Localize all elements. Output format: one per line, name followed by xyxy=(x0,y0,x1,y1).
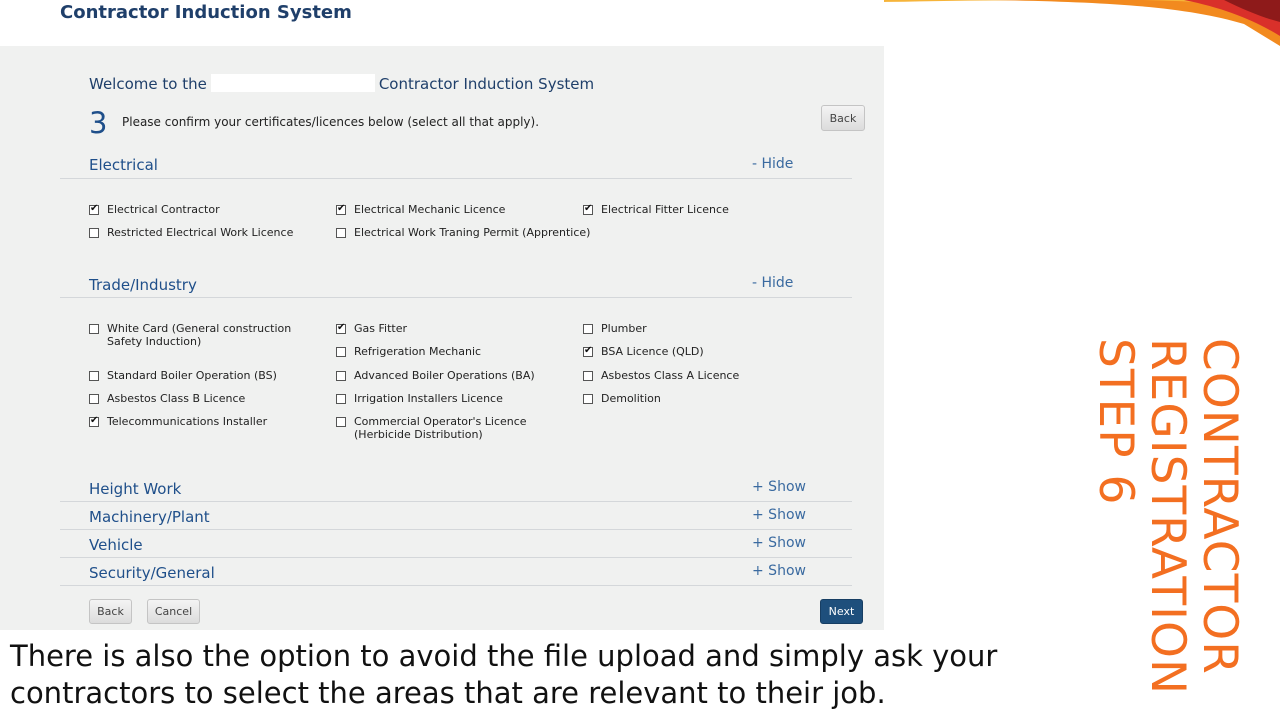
checkbox-item[interactable] xyxy=(89,392,245,405)
checkbox-item[interactable] xyxy=(336,203,505,216)
checkbox-item[interactable] xyxy=(336,322,407,335)
section-title-security-general[interactable]: Security/General xyxy=(89,564,215,582)
checkbox-item[interactable] xyxy=(336,392,503,405)
checkbox-item[interactable] xyxy=(583,203,729,216)
divider xyxy=(60,557,852,558)
checkbox-label: White Card (General construction Safety Induction) xyxy=(107,322,292,348)
slide-heading-line-2: REGISTRATION xyxy=(1140,338,1195,696)
checkbox-label: Standard Boiler Operation (BS) xyxy=(107,369,277,382)
section-title-trade-industry: Trade/Industry xyxy=(89,276,197,294)
back-button[interactable]: Back xyxy=(89,599,132,624)
checkbox-item[interactable] xyxy=(336,345,481,358)
checkbox-item[interactable] xyxy=(336,226,590,239)
checkbox-label: Refrigeration Mechanic xyxy=(354,345,482,358)
slide-heading-line-1: CONTRACTOR xyxy=(1192,338,1247,675)
checkbox[interactable] xyxy=(336,324,346,334)
vehicle-show-toggle[interactable]: + Show xyxy=(752,535,806,551)
checkbox-label: Electrical Contractor xyxy=(107,203,220,216)
checkbox-item[interactable] xyxy=(336,369,535,382)
section-title-machinery-plant[interactable]: Machinery/Plant xyxy=(89,508,210,526)
checkbox[interactable] xyxy=(336,205,346,215)
checkbox[interactable] xyxy=(89,371,99,381)
checkbox[interactable] xyxy=(89,394,99,404)
welcome-text xyxy=(89,74,594,93)
checkbox[interactable] xyxy=(336,371,346,381)
checkbox[interactable] xyxy=(336,347,346,357)
checkbox[interactable] xyxy=(583,324,593,334)
checkbox-label: Asbestos Class A Licence xyxy=(601,369,740,382)
checkbox-label: BSA Licence (QLD) xyxy=(601,345,704,358)
divider xyxy=(60,529,852,530)
checkbox-label: Commercial Operator's Licence (Herbicide Distribution) xyxy=(354,415,527,441)
checkbox-item[interactable] xyxy=(583,392,661,405)
app-header xyxy=(0,0,884,46)
checkbox[interactable] xyxy=(89,324,99,334)
electrical-hide-toggle[interactable]: - Hide xyxy=(752,156,794,172)
app-title: Contractor Induction System xyxy=(60,2,352,23)
step-number: 3 xyxy=(89,106,108,140)
checkbox[interactable] xyxy=(336,394,346,404)
checkbox-label: Irrigation Installers Licence xyxy=(354,392,503,405)
welcome-prefix: Welcome to the xyxy=(89,75,207,93)
checkbox[interactable] xyxy=(89,417,99,427)
checkbox[interactable] xyxy=(89,228,99,238)
checkbox-label: Demolition xyxy=(601,392,661,405)
cancel-button[interactable]: Cancel xyxy=(147,599,200,624)
slide-caption: There is also the option to avoid the file upload and simply ask your contractors to select the areas that are relevant to their job. xyxy=(10,639,998,710)
slide-heading xyxy=(1075,338,1245,700)
divider xyxy=(60,585,852,586)
trade-hide-toggle[interactable]: - Hide xyxy=(752,275,794,291)
checkbox-item[interactable] xyxy=(89,226,293,239)
checkbox-label: Plumber xyxy=(601,322,647,335)
form-panel xyxy=(0,46,884,630)
redacted-organization-name xyxy=(211,74,375,92)
checkbox-label: Asbestos Class B Licence xyxy=(107,392,246,405)
checkbox-item[interactable] xyxy=(583,345,704,358)
checkbox-label: Advanced Boiler Operations (BA) xyxy=(354,369,535,382)
divider xyxy=(60,501,852,502)
section-title-vehicle[interactable]: Vehicle xyxy=(89,536,143,554)
decorative-swoosh xyxy=(884,0,1280,60)
checkbox[interactable] xyxy=(583,394,593,404)
checkbox-label: Gas Fitter xyxy=(354,322,407,335)
checkbox-label: Restricted Electrical Work Licence xyxy=(107,226,294,239)
height-work-show-toggle[interactable]: + Show xyxy=(752,479,806,495)
checkbox-label: Telecommunications Installer xyxy=(107,415,268,428)
checkbox-label: Electrical Mechanic Licence xyxy=(354,203,506,216)
back-button-top[interactable]: Back xyxy=(821,105,865,131)
machinery-plant-show-toggle[interactable]: + Show xyxy=(752,507,806,523)
checkbox-item[interactable] xyxy=(89,203,220,216)
checkbox[interactable] xyxy=(89,205,99,215)
checkbox-label: Electrical Fitter Licence xyxy=(601,203,729,216)
step-instruction: Please confirm your certificates/licences below (select all that apply). xyxy=(122,115,540,129)
checkbox-item[interactable] xyxy=(89,369,277,382)
divider xyxy=(60,297,852,298)
section-title-height-work[interactable]: Height Work xyxy=(89,480,182,498)
divider xyxy=(60,178,852,179)
checkbox[interactable] xyxy=(336,228,346,238)
checkbox-label: Electrical Work Traning Permit (Apprentice) xyxy=(354,226,591,239)
checkbox-item[interactable] xyxy=(89,322,325,348)
section-title-electrical: Electrical xyxy=(89,156,158,174)
checkbox-item[interactable] xyxy=(336,415,576,441)
checkbox[interactable] xyxy=(583,205,593,215)
welcome-suffix: Contractor Induction System xyxy=(378,75,595,93)
next-button[interactable]: Next xyxy=(820,599,863,624)
checkbox-item[interactable] xyxy=(89,415,267,428)
checkbox[interactable] xyxy=(583,371,593,381)
checkbox-item[interactable] xyxy=(583,322,647,335)
checkbox-item[interactable] xyxy=(583,369,739,382)
slide-heading-line-3: STEP 6 xyxy=(1088,338,1143,506)
security-general-show-toggle[interactable]: + Show xyxy=(752,563,806,579)
checkbox[interactable] xyxy=(336,417,346,427)
checkbox[interactable] xyxy=(583,347,593,357)
